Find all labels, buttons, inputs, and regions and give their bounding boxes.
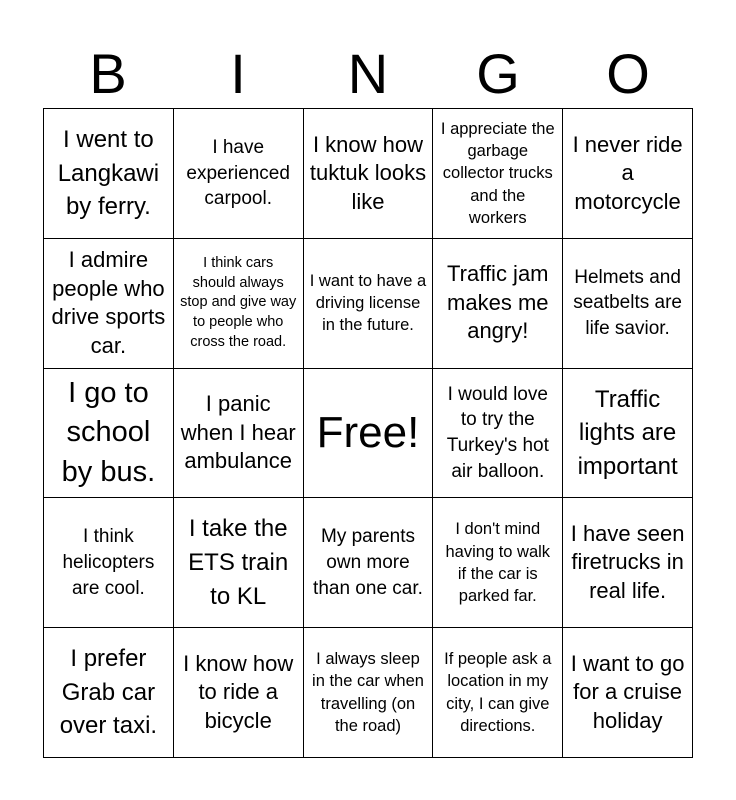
cell-text: I went to Langkawi by ferry.: [57, 126, 160, 221]
bingo-cell[interactable]: [433, 369, 563, 499]
cell-text: I have experienced carpool.: [186, 136, 290, 210]
header-letter-i: I: [230, 42, 246, 105]
bingo-cell[interactable]: [433, 109, 563, 239]
bingo-header: [43, 40, 693, 108]
cell-text: I take the ETS train to KL: [188, 515, 289, 610]
cell-text: I go to school by bus.: [61, 377, 156, 488]
free-cell[interactable]: [304, 369, 434, 499]
bingo-cell[interactable]: [174, 628, 304, 758]
header-letter-b: B: [89, 42, 127, 105]
bingo-cell[interactable]: [44, 628, 174, 758]
cell-text: I think cars should always stop and give way to people who cross the road.: [180, 255, 297, 350]
bingo-cell[interactable]: [304, 498, 434, 628]
bingo-grid: [43, 108, 693, 758]
cell-text: I appreciate the garbage collector trucks and the workers: [440, 119, 555, 227]
bingo-cell[interactable]: [44, 239, 174, 369]
cell-text: I don't mind having to walk if the car is parked far.: [445, 520, 551, 606]
cell-text: I never ride a motorcycle: [572, 131, 683, 214]
bingo-cell[interactable]: [174, 109, 304, 239]
cell-text: If people ask a location in my city, I can give directions.: [444, 650, 552, 735]
bingo-cell[interactable]: [304, 109, 434, 239]
header-letter-g: G: [476, 42, 520, 105]
bingo-cell[interactable]: [563, 628, 693, 758]
bingo-cell[interactable]: [44, 369, 174, 499]
cell-text: I have seen firetrucks in real life.: [570, 520, 685, 604]
cell-text: Traffic jam makes me angry!: [447, 261, 549, 344]
header-letter-n: N: [347, 42, 389, 105]
cell-text: I think helicopters are cool.: [62, 526, 155, 599]
bingo-cell[interactable]: [174, 498, 304, 628]
cell-text: I prefer Grab car over taxi.: [59, 645, 158, 740]
cell-text: I want to go for a cruise holiday: [570, 650, 685, 733]
cell-text: Traffic lights are important: [577, 385, 678, 480]
cell-text: I know how to ride a bicycle: [183, 650, 294, 733]
cell-text: My parents own more than one car.: [313, 526, 423, 599]
bingo-cell[interactable]: [304, 239, 434, 369]
bingo-cell[interactable]: [174, 239, 304, 369]
cell-text: I panic when I hear ambulance: [180, 391, 296, 474]
bingo-cell[interactable]: [563, 498, 693, 628]
bingo-cell[interactable]: [304, 628, 434, 758]
free-text: Free!: [316, 407, 420, 457]
cell-text: I know how tuktuk looks like: [309, 131, 427, 214]
bingo-cell[interactable]: [174, 369, 304, 499]
bingo-cell[interactable]: [44, 498, 174, 628]
cell-text: I would love to try the Turkey's hot air balloon.: [446, 383, 549, 482]
bingo-cell[interactable]: [433, 628, 563, 758]
bingo-cell[interactable]: [563, 239, 693, 369]
bingo-cell[interactable]: [563, 369, 693, 499]
bingo-cell[interactable]: [433, 239, 563, 369]
header-letter-o: O: [606, 42, 650, 105]
bingo-cell[interactable]: [563, 109, 693, 239]
bingo-cell[interactable]: [44, 109, 174, 239]
cell-text: Helmets and seatbelts are life savior.: [573, 266, 682, 340]
cell-text: I admire people who drive sports car.: [51, 247, 166, 358]
cell-text: I want to have a driving license in the future.: [309, 271, 427, 335]
cell-text: I always sleep in the car when travelling (on the road): [312, 650, 424, 735]
bingo-cell[interactable]: [433, 498, 563, 628]
